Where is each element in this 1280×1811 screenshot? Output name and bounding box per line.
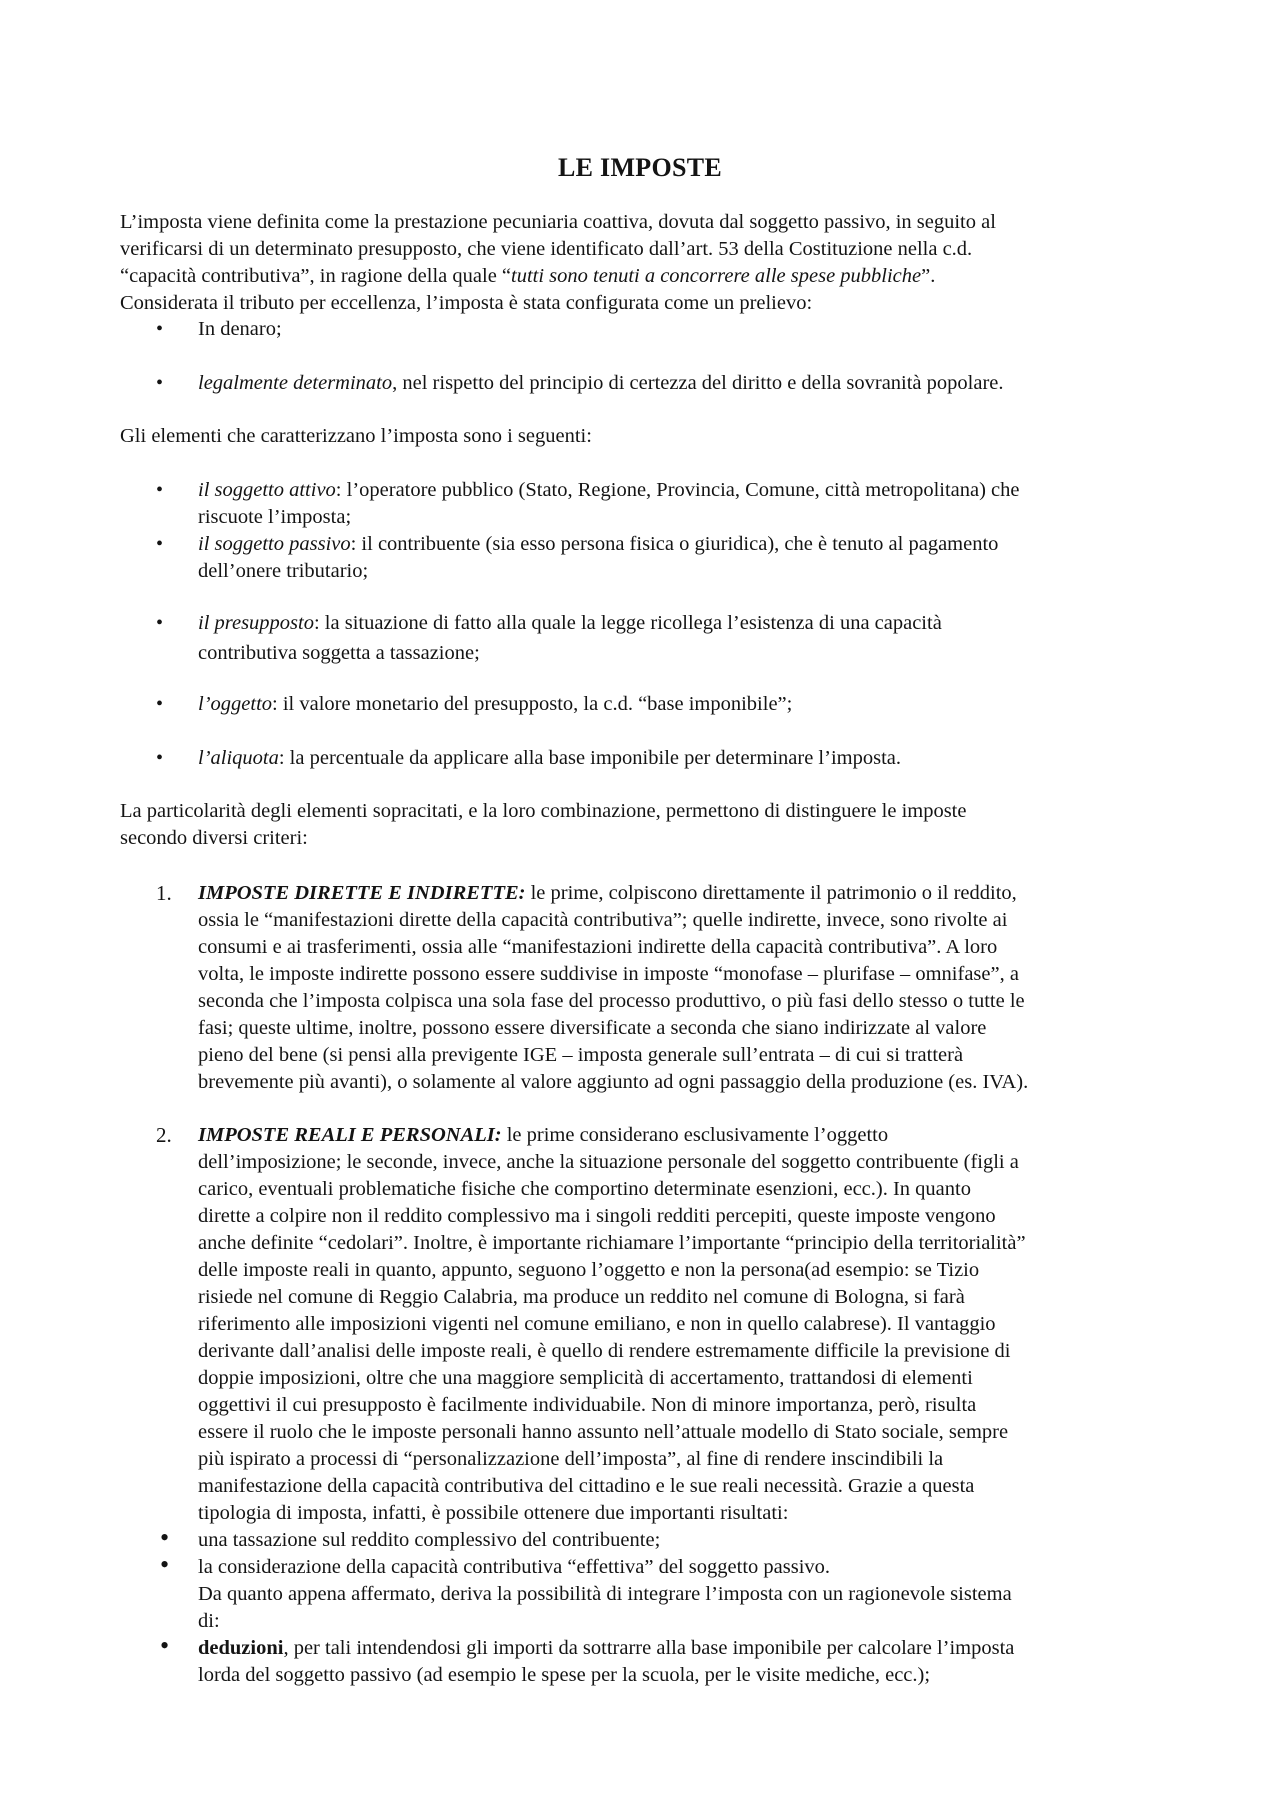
list-item-prelievo-2 [198, 370, 1004, 397]
list-text: : il valore monetario del presupposto, la c.d. “base imponibile”; [272, 693, 793, 715]
list-item-elemento-1-cont: riscuote l’imposta; [198, 506, 352, 528]
bullet-icon: • [160, 1631, 170, 1660]
list-number: 1. [156, 881, 172, 905]
list-item-elemento-3 [198, 610, 942, 637]
criterio-2-line: doppie imposizioni, oltre che una maggiore semplicità di accertamento, trattandosi di elementi [198, 1367, 973, 1389]
deduzioni-term: deduzioni [198, 1637, 284, 1659]
criterio-1-heading-line [198, 880, 1017, 907]
list-item-deduzioni [198, 1635, 1014, 1662]
list-term: legalmente determinato [198, 372, 393, 394]
list-term: l’oggetto [198, 693, 273, 715]
list-item-risultato-2: la considerazione della capacità contributiva “effettiva” del soggetto passivo. [198, 1556, 831, 1578]
intro-line-2: verificarsi di un determinato presupposto, che viene identificato dall’art. 53 della Costituzione nella c.d. [120, 238, 973, 260]
criterio-2-line: riferimento alle imposizioni vigenti nel comune emiliano, e non in quello calabrese). Il vantaggio [198, 1313, 996, 1335]
criterio-1-text: le prime, colpiscono direttamente il patrimonio o il reddito, [525, 882, 1017, 904]
criterio-1-heading: IMPOSTE DIRETTE E INDIRETTE: [198, 882, 526, 904]
bullet-icon: • [160, 1523, 170, 1552]
bullet-icon: • [156, 318, 164, 340]
list-text: : la situazione di fatto alla quale la legge ricollega l’esistenza di una capacità [313, 612, 942, 634]
list-item-elemento-3-cont: contributiva soggetta a tassazione; [198, 642, 480, 664]
list-item-deduzioni-cont: lorda del soggetto passivo (ad esempio le spese per la scuola, per le visite mediche, ecc.); [198, 1664, 931, 1686]
list-text: , nel rispetto del principio di certezza del diritto e della sovranità popolare. [392, 372, 1004, 394]
deriva-line-1: Da quanto appena affermato, deriva la possibilità di integrare l’imposta con un ragionevole sistema [198, 1583, 1012, 1605]
criteri-intro-line-2: secondo diversi criteri: [120, 827, 308, 849]
criterio-1-line: brevemente più avanti), o solamente al valore aggiunto ad ogni passaggio della produzione (es. IVA). [198, 1071, 1029, 1093]
deriva-line-2: di: [198, 1610, 220, 1632]
list-number: 2. [156, 1123, 172, 1147]
list-term: il soggetto attivo [198, 479, 336, 501]
intro-quote-close: ”. [921, 265, 936, 287]
criterio-2-line: dirette a colpire non il reddito complessivo ma i singoli redditi percepiti, queste imposte vengono [198, 1205, 996, 1227]
list-term: il soggetto passivo [198, 533, 351, 555]
list-term: il presupposto [198, 612, 314, 634]
list-item-elemento-2 [198, 531, 998, 558]
criterio-2-line: più ispirato a processi di “personalizzazione dell’imposta”, al fine di rendere inscindibili la [198, 1448, 944, 1470]
list-text: : il contribuente (sia esso persona fisica o giuridica), che è tenuto al pagamento [350, 533, 999, 555]
criteri-intro-line-1: La particolarità degli elementi sopracitati, e la loro combinazione, permettono di distinguere le imposte [120, 800, 967, 822]
criterio-2-line: delle imposte reali in quanto, appunto, seguono l’oggetto e non la persona(ad esempio: se Tizio [198, 1259, 980, 1281]
list-item-elemento-1 [198, 477, 1020, 504]
elementi-intro: Gli elementi che caratterizzano l’imposta sono i seguenti: [120, 425, 592, 447]
criterio-2-line: oggettivi il cui presupposto è facilmente individuabile. Non di minore importanza, però, risulta [198, 1394, 977, 1416]
criterio-2-line: dell’imposizione; le seconde, invece, anche la situazione personale del soggetto contribuente (figli a [198, 1151, 1019, 1173]
list-item-elemento-2-cont: dell’onere tributario; [198, 560, 369, 582]
list-term: l’aliquota [198, 747, 279, 769]
bullet-icon: • [156, 747, 164, 769]
criterio-1-line: volta, le imposte indirette possono essere suddivise in imposte “monofase – plurifase – omnifase”, a [198, 963, 1019, 985]
bullet-icon: • [160, 1550, 170, 1579]
criterio-2-line: manifestazione della capacità contributiva del cittadino e le sue reali necessità. Grazie a questa [198, 1475, 975, 1497]
criterio-1-line: pieno del bene (si pensi alla previgente IGE – imposta generale sull’entrata – di cui si tratterà [198, 1044, 964, 1066]
criterio-2-line: essere il ruolo che le imposte personali hanno assunto nell’attuale modello di Stato sociale, sempre [198, 1421, 1009, 1443]
criterio-2-line: anche definite “cedolari”. Inoltre, è importante richiamare l’importante “principio della territorialità” [198, 1232, 1026, 1254]
list-text: : la percentuale da applicare alla base imponibile per determinare l’imposta. [278, 747, 901, 769]
intro-text: “capacità contributiva”, in ragione della quale “ [120, 265, 512, 287]
criterio-1-line: seconda che l’imposta colpisca una sola fase del processo produttivo, o più fasi dello stesso o tutte le [198, 990, 1025, 1012]
criterio-2-line: derivante dall’analisi delle imposte reali, è quello di rendere estremamente difficile la previsione di [198, 1340, 1011, 1362]
list-item-elemento-5 [198, 745, 901, 772]
criterio-1-line: fasi; queste ultime, inoltre, possono essere diversificate a seconda che siano indirizzate al valore [198, 1017, 987, 1039]
criterio-2-heading-line [198, 1122, 888, 1149]
criterio-2-line: risiede nel comune di Reggio Calabria, ma produce un reddito nel comune di Bologna, si farà [198, 1286, 965, 1308]
bullet-icon: • [156, 533, 164, 555]
bullet-icon: • [156, 612, 164, 634]
criterio-1-line: ossia le “manifestazioni dirette della capacità contributiva”; quelle indirette, invece, sono rivolte ai [198, 909, 1008, 931]
intro-line-3 [120, 263, 935, 290]
bullet-icon: • [156, 372, 164, 394]
bullet-icon: • [156, 479, 164, 501]
list-text: : l’operatore pubblico (Stato, Regione, Provincia, Comune, città metropolitana) che [335, 479, 1020, 501]
criterio-2-heading: IMPOSTE REALI E PERSONALI: [198, 1124, 502, 1146]
criterio-2-line: carico, eventuali problematiche fisiche che comportino determinate esenzioni, ecc.). In quanto [198, 1178, 971, 1200]
intro-line-1: L’imposta viene definita come la prestazione pecuniaria coattiva, dovuta dal soggetto passivo, in seguito al [120, 211, 996, 233]
bullet-icon: • [156, 693, 164, 715]
list-item-risultato-1: una tassazione sul reddito complessivo del contribuente; [198, 1529, 661, 1551]
deduzioni-text: , per tali intendendosi gli importi da sottrarre alla base imponibile per calcolare l’imposta [283, 1637, 1015, 1659]
list-item-elemento-4 [198, 691, 792, 718]
intro-line-4: Considerata il tributo per eccellenza, l’imposta è stata configurata come un prelievo: [120, 292, 813, 314]
intro-quote: tutti sono tenuti a concorrere alle spese pubbliche [511, 265, 922, 287]
criterio-1-line: consumi e ai trasferimenti, ossia alle “manifestazioni indirette della capacità contributiva”. A loro [198, 936, 998, 958]
list-item-prelievo-1: In denaro; [198, 318, 282, 340]
criterio-2-text: le prime considerano esclusivamente l’oggetto [501, 1124, 889, 1146]
criterio-2-line: tipologia di imposta, infatti, è possibile ottenere due importanti risultati: [198, 1502, 789, 1524]
page-title: LE IMPOSTE [557, 153, 723, 182]
